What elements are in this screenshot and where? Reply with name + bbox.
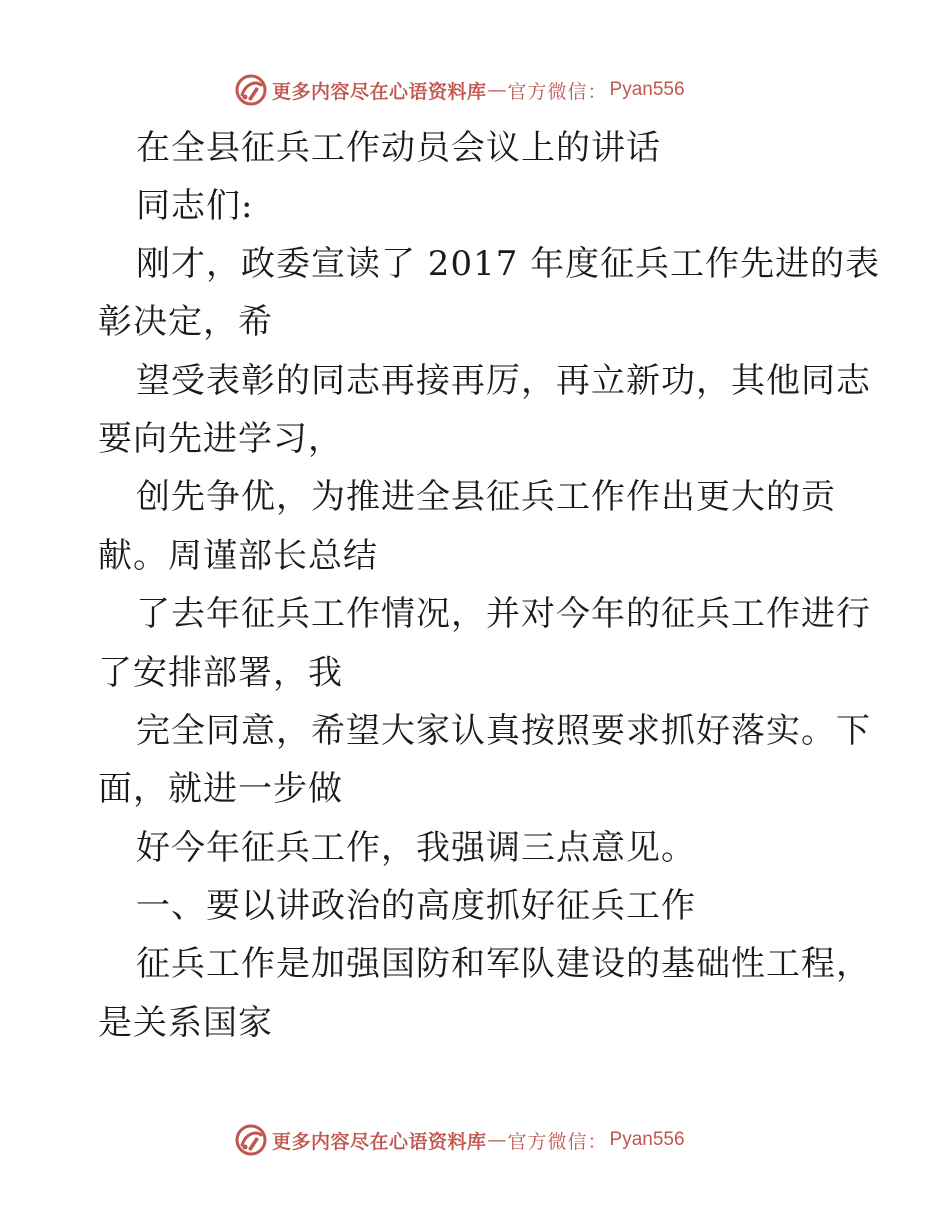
body-line: 彰决定，希 <box>98 302 273 342</box>
watermark-official-label: 官方微信： <box>507 80 608 103</box>
body-line: 完全同意，希望大家认真按照要求抓好落实。下 <box>136 711 871 751</box>
body-line: 面，就进一步做 <box>98 769 343 809</box>
body-line: 了去年征兵工作情况，并对今年的征兵工作进行 <box>136 594 871 634</box>
body-line: 了安排部署，我 <box>98 653 343 693</box>
document-title: 在全县征兵工作动员会议上的讲话 <box>136 128 661 168</box>
body-line: 望受表彰的同志再接再厉，再立新功，其他同志 <box>136 361 871 401</box>
watermark-brand: 更多内容尽在心语资料库 <box>272 1130 487 1153</box>
salutation: 同志们: <box>136 186 254 226</box>
watermark-dash: — <box>487 79 507 101</box>
body-line: 献。周谨部长总结 <box>98 536 378 576</box>
body-line: 要向先进学习， <box>98 419 343 459</box>
logo-icon <box>234 73 268 107</box>
watermark-official-label: 官方微信： <box>507 1130 608 1153</box>
watermark-wechat-id: Pyan556 <box>609 79 685 100</box>
watermark-wechat-id: Pyan556 <box>609 1129 685 1150</box>
footer-watermark <box>234 1122 685 1158</box>
body-line: 创先争优，为推进全县征兵工作作出更大的贡 <box>136 477 836 517</box>
header-watermark <box>234 72 685 108</box>
section-heading: 一、要以讲政治的高度抓好征兵工作 <box>136 886 696 926</box>
logo-icon <box>234 1123 268 1157</box>
body-line: 是关系国家 <box>98 1003 273 1043</box>
body-line: 征兵工作是加强国防和军队建设的基础性工程， <box>136 944 871 984</box>
watermark-brand: 更多内容尽在心语资料库 <box>272 80 487 103</box>
watermark-dash: — <box>487 1129 507 1151</box>
body-line: 刚才，政委宣读了 2017 年度征兵工作先进的表 <box>136 244 881 284</box>
body-line: 好今年征兵工作，我强调三点意见。 <box>136 828 696 868</box>
